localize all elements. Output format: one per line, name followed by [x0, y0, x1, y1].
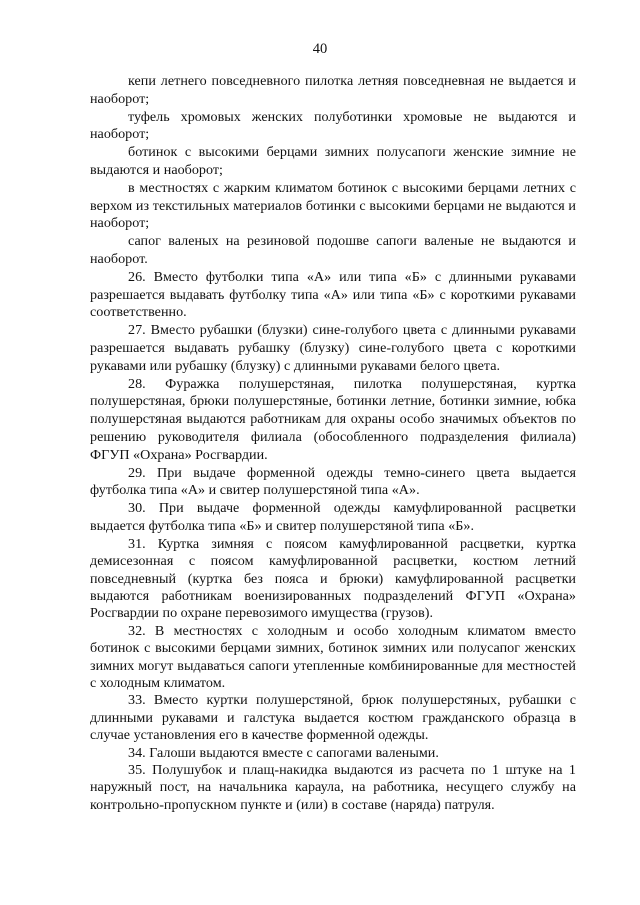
document-body: [90, 73, 576, 814]
paragraph-sapogi-valenye: сапог валеных на резиновой подошве сапоги валеные не выдаются и наоборот.: [90, 233, 576, 267]
paragraph-32: 32. В местностях с холодным и особо холодным климатом вместо ботинок с высокими берцами зимних, ботинок зимних или полусапог женских зимних могут выдаваться сапоги утепленные комбинированные для местностей с холодным климатом.: [90, 622, 576, 691]
paragraph-33: 33. Вместо куртки полушерстяной, брюк полушерстяных, рубашки с длинными рукавами и галстука выдается костюм гражданского образца в случае установления его в качестве форменной одежды.: [90, 692, 576, 744]
paragraph-zharkiy-klimat: в местностях с жарким климатом ботинок с высокими берцами летних с верхом из текстильных материалов ботинки с высокими берцами не выдаются и наоборот;: [90, 179, 576, 232]
paragraph-kepi: кепи летнего повседневного пилотка летняя повседневная не выдается и наоборот;: [90, 73, 576, 107]
paragraph-31: 31. Куртка зимняя с поясом камуфлированной расцветки, куртка демисезонная с поясом камуфлированной расцветки, костюм летний повседневный (куртка без пояса и брюки) камуфлированной расцветки выдаются работникам военизированных подразделений ФГУП «Охрана» Росгвардии по охране перевозимого имущества (грузов).: [90, 535, 576, 622]
paragraph-30: 30. При выдаче форменной одежды камуфлированной расцветки выдается футболка типа «Б» и свитер полушерстяной типа «Б».: [90, 500, 576, 534]
page-number: 40: [312, 41, 328, 57]
paragraph-botinok-zimnih: ботинок с высокими берцами зимних полусапоги женские зимние не выдаются и наоборот;: [90, 144, 576, 178]
paragraph-27: 27. Вместо рубашки (блузки) сине-голубого цвета с длинными рукавами разрешается выдавать рубашку (блузку) сине-голубого цвета с короткими рукавами или рубашку (блузку) с длинными рукавами белого цвета.: [90, 322, 576, 374]
paragraph-35: 35. Полушубок и плащ-накидка выдаются из расчета по 1 штуке на 1 наружный пост, на начальника караула, на работника, несущего службу на контрольно-пропускном пункте и (или) в составе (наряда) патруля.: [90, 762, 576, 813]
paragraph-29: 29. При выдаче форменной одежды темно-синего цвета выдается футболка типа «А» и свитер полушерстяной типа «А».: [90, 464, 576, 499]
paragraph-tufli: туфель хромовых женских полуботинки хромовые не выдаются и наоборот;: [90, 108, 576, 143]
paragraph-28: 28. Фуражка полушерстяная, пилотка полушерстяная, куртка полушерстяная, брюки полушерстяные, ботинки летние, ботинки зимние, юбка полушерстяная выдаются работникам для охраны особо значимых объектов по решению руководителя филиала (обособленного подразделения филиала) ФГУП «Охрана» Росгвардии.: [90, 375, 576, 463]
paragraph-26: 26. Вместо футболки типа «А» или типа «Б» с длинными рукавами разрешается выдавать футболку типа «А» или типа «Б» с короткими рукавами соответственно.: [90, 268, 576, 321]
paragraph-34: 34. Галоши выдаются вместе с сапогами валеными.: [128, 744, 439, 761]
